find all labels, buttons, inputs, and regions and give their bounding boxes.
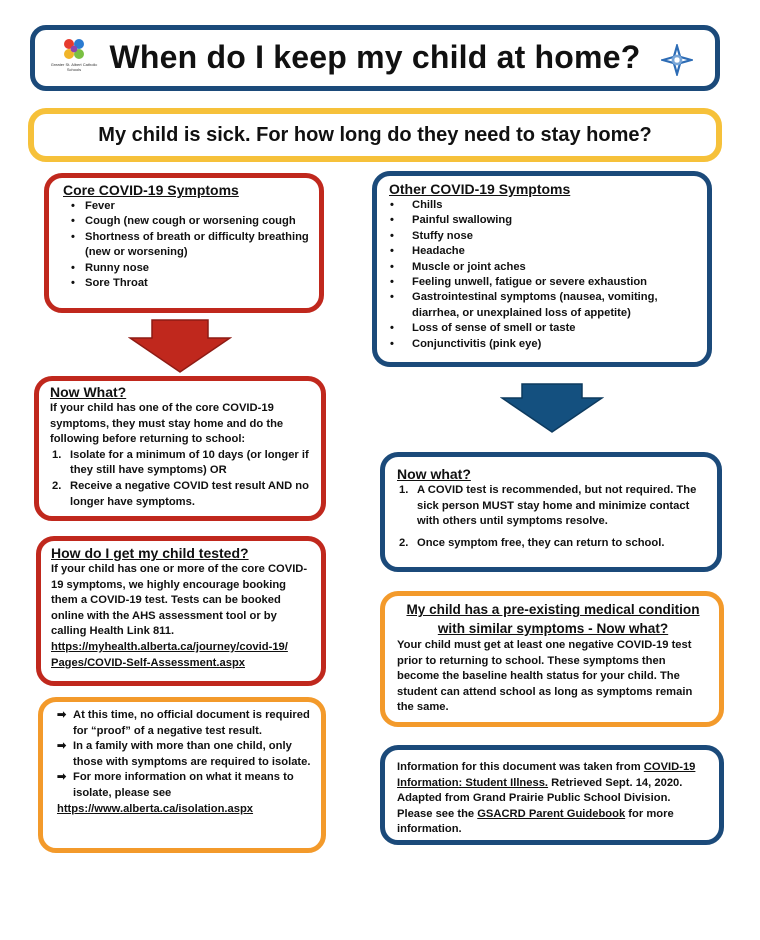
step-text: Receive a negative COVID test result AND no longer have symptoms. (70, 479, 309, 508)
pre-existing-heading: My child has a pre-existing medical condition with similar symptoms - Now what? (406, 602, 700, 636)
now-what-other-heading: Now what? (397, 466, 471, 482)
note-text: In a family with more than one child, only those with symptoms are required to isolate. (73, 740, 311, 768)
pre-existing-text: Your child must get at least one negative COVID-19 test prior to returning to school. These symptoms then become the baseline health status for your child. The student can attend school as long as symptoms remain the same. (397, 639, 693, 714)
source-text-2: Retrieved Sept. 14, 2020. Adapted from Grand Prairie Public School Division. Please see the (397, 776, 683, 820)
other-symptoms-list (389, 198, 697, 352)
testing-box (36, 536, 326, 686)
list-item: • Chills (389, 198, 697, 213)
step-number: 2. (52, 479, 62, 492)
list-item (57, 708, 311, 739)
self-assessment-link[interactable]: https://myhealth.alberta.ca/journey/covid-19/ Pages/COVID-Self-Assessment.aspx (51, 640, 288, 669)
now-what-core-box (34, 376, 326, 521)
testing-heading: How do I get my child tested? (51, 545, 249, 561)
list-item: • Painful swallowing (389, 213, 697, 228)
list-item: • Headache (389, 244, 697, 259)
core-symptoms-heading: Core COVID-19 Symptoms (63, 182, 239, 198)
list-item: • Gastrointestinal symptoms (nausea, vomiting, diarrhea, or unexplained loss of appetite) (389, 290, 697, 321)
list-item: • Sore Throat (63, 276, 309, 291)
list-item: • Cough (new cough or worsening cough (63, 214, 309, 229)
list-item: • Shortness of breath or difficulty breathing (new or worsening) (63, 230, 309, 261)
list-item (397, 536, 705, 552)
covid-info-link[interactable]: COVID-19 Information: Student Illness. (397, 761, 696, 789)
now-what-core-heading: Now What? (50, 384, 127, 400)
source-text-1: Information for this document was taken from (397, 761, 641, 773)
pre-existing-condition-box (380, 591, 724, 727)
list-item: • Fever (63, 199, 309, 214)
testing-text: If your child has one or more of the core COVID-19 symptoms, we highly encourage booking them a COVID-19 test. Tests can be booked online with the AHS assessment tool or by calling Health Link 811. (51, 563, 308, 638)
arrow-bullet-icon: ➡ (57, 709, 67, 721)
list-item: • Muscle or joint aches (389, 260, 697, 275)
arrow-bullet-icon: ➡ (57, 771, 67, 784)
step-number: 1. (399, 484, 409, 496)
now-what-other-box (380, 452, 722, 572)
source-text-3: for more information. (397, 807, 674, 836)
page-title: When do I keep my child at home? (109, 39, 641, 75)
core-symptoms-box (44, 173, 324, 313)
other-symptoms-heading: Other COVID-19 Symptoms (389, 181, 571, 197)
core-symptoms-list (63, 199, 309, 291)
parent-guidebook-link[interactable]: GSACRD Parent Guidebook (477, 807, 626, 820)
list-item (50, 448, 311, 479)
subheader-text: My child is sick. For how long do they need to stay home? (98, 124, 652, 146)
list-item: • Feeling unwell, fatigue or severe exhaustion (389, 275, 697, 290)
subheader-box (28, 108, 722, 162)
isolation-link[interactable]: https://www.alberta.ca/isolation.aspx (57, 802, 254, 815)
header-box (30, 25, 720, 91)
step-text: A COVID test is recommended, but not required. The sick person MUST stay home and minimize contact with others until symptoms resolve. (417, 484, 697, 528)
isolation-note-list (57, 708, 311, 802)
list-item (50, 479, 311, 510)
source-text (397, 760, 707, 838)
now-what-core-intro: If your child has one of the core COVID-19 symptoms, they must stay home and do the following before returning to school: (50, 402, 284, 446)
step-number: 1. (52, 448, 62, 461)
stylized-cross-icon (661, 44, 693, 76)
list-item (397, 483, 705, 530)
red-down-arrow-icon (128, 318, 232, 374)
source-info-box (380, 745, 724, 845)
step-text: Once symptom free, they can return to school. (417, 536, 665, 549)
now-what-core-steps (50, 448, 311, 510)
list-item: • Runny nose (63, 261, 309, 276)
blue-down-arrow-icon (500, 382, 604, 434)
list-item (57, 739, 311, 770)
note-text: For more information on what it means to isolate, please see (73, 771, 294, 799)
isolation-note-box (38, 697, 326, 853)
step-text: Isolate for a minimum of 10 days (or longer if they still have symptoms) OR (70, 448, 309, 477)
logo-text: Greater St. Albert Catholic Schools (50, 62, 98, 72)
list-item: • Conjunctivitis (pink eye) (389, 337, 697, 352)
note-text: At this time, no official document is required for “proof” of a negative test result. (73, 709, 310, 737)
other-symptoms-box (372, 171, 712, 367)
step-number: 2. (399, 536, 409, 549)
list-item (57, 770, 311, 801)
arrow-bullet-icon: ➡ (57, 740, 67, 753)
list-item: • Loss of sense of smell or taste (389, 321, 697, 336)
list-item: • Stuffy nose (389, 229, 697, 244)
now-what-other-steps (397, 483, 705, 551)
